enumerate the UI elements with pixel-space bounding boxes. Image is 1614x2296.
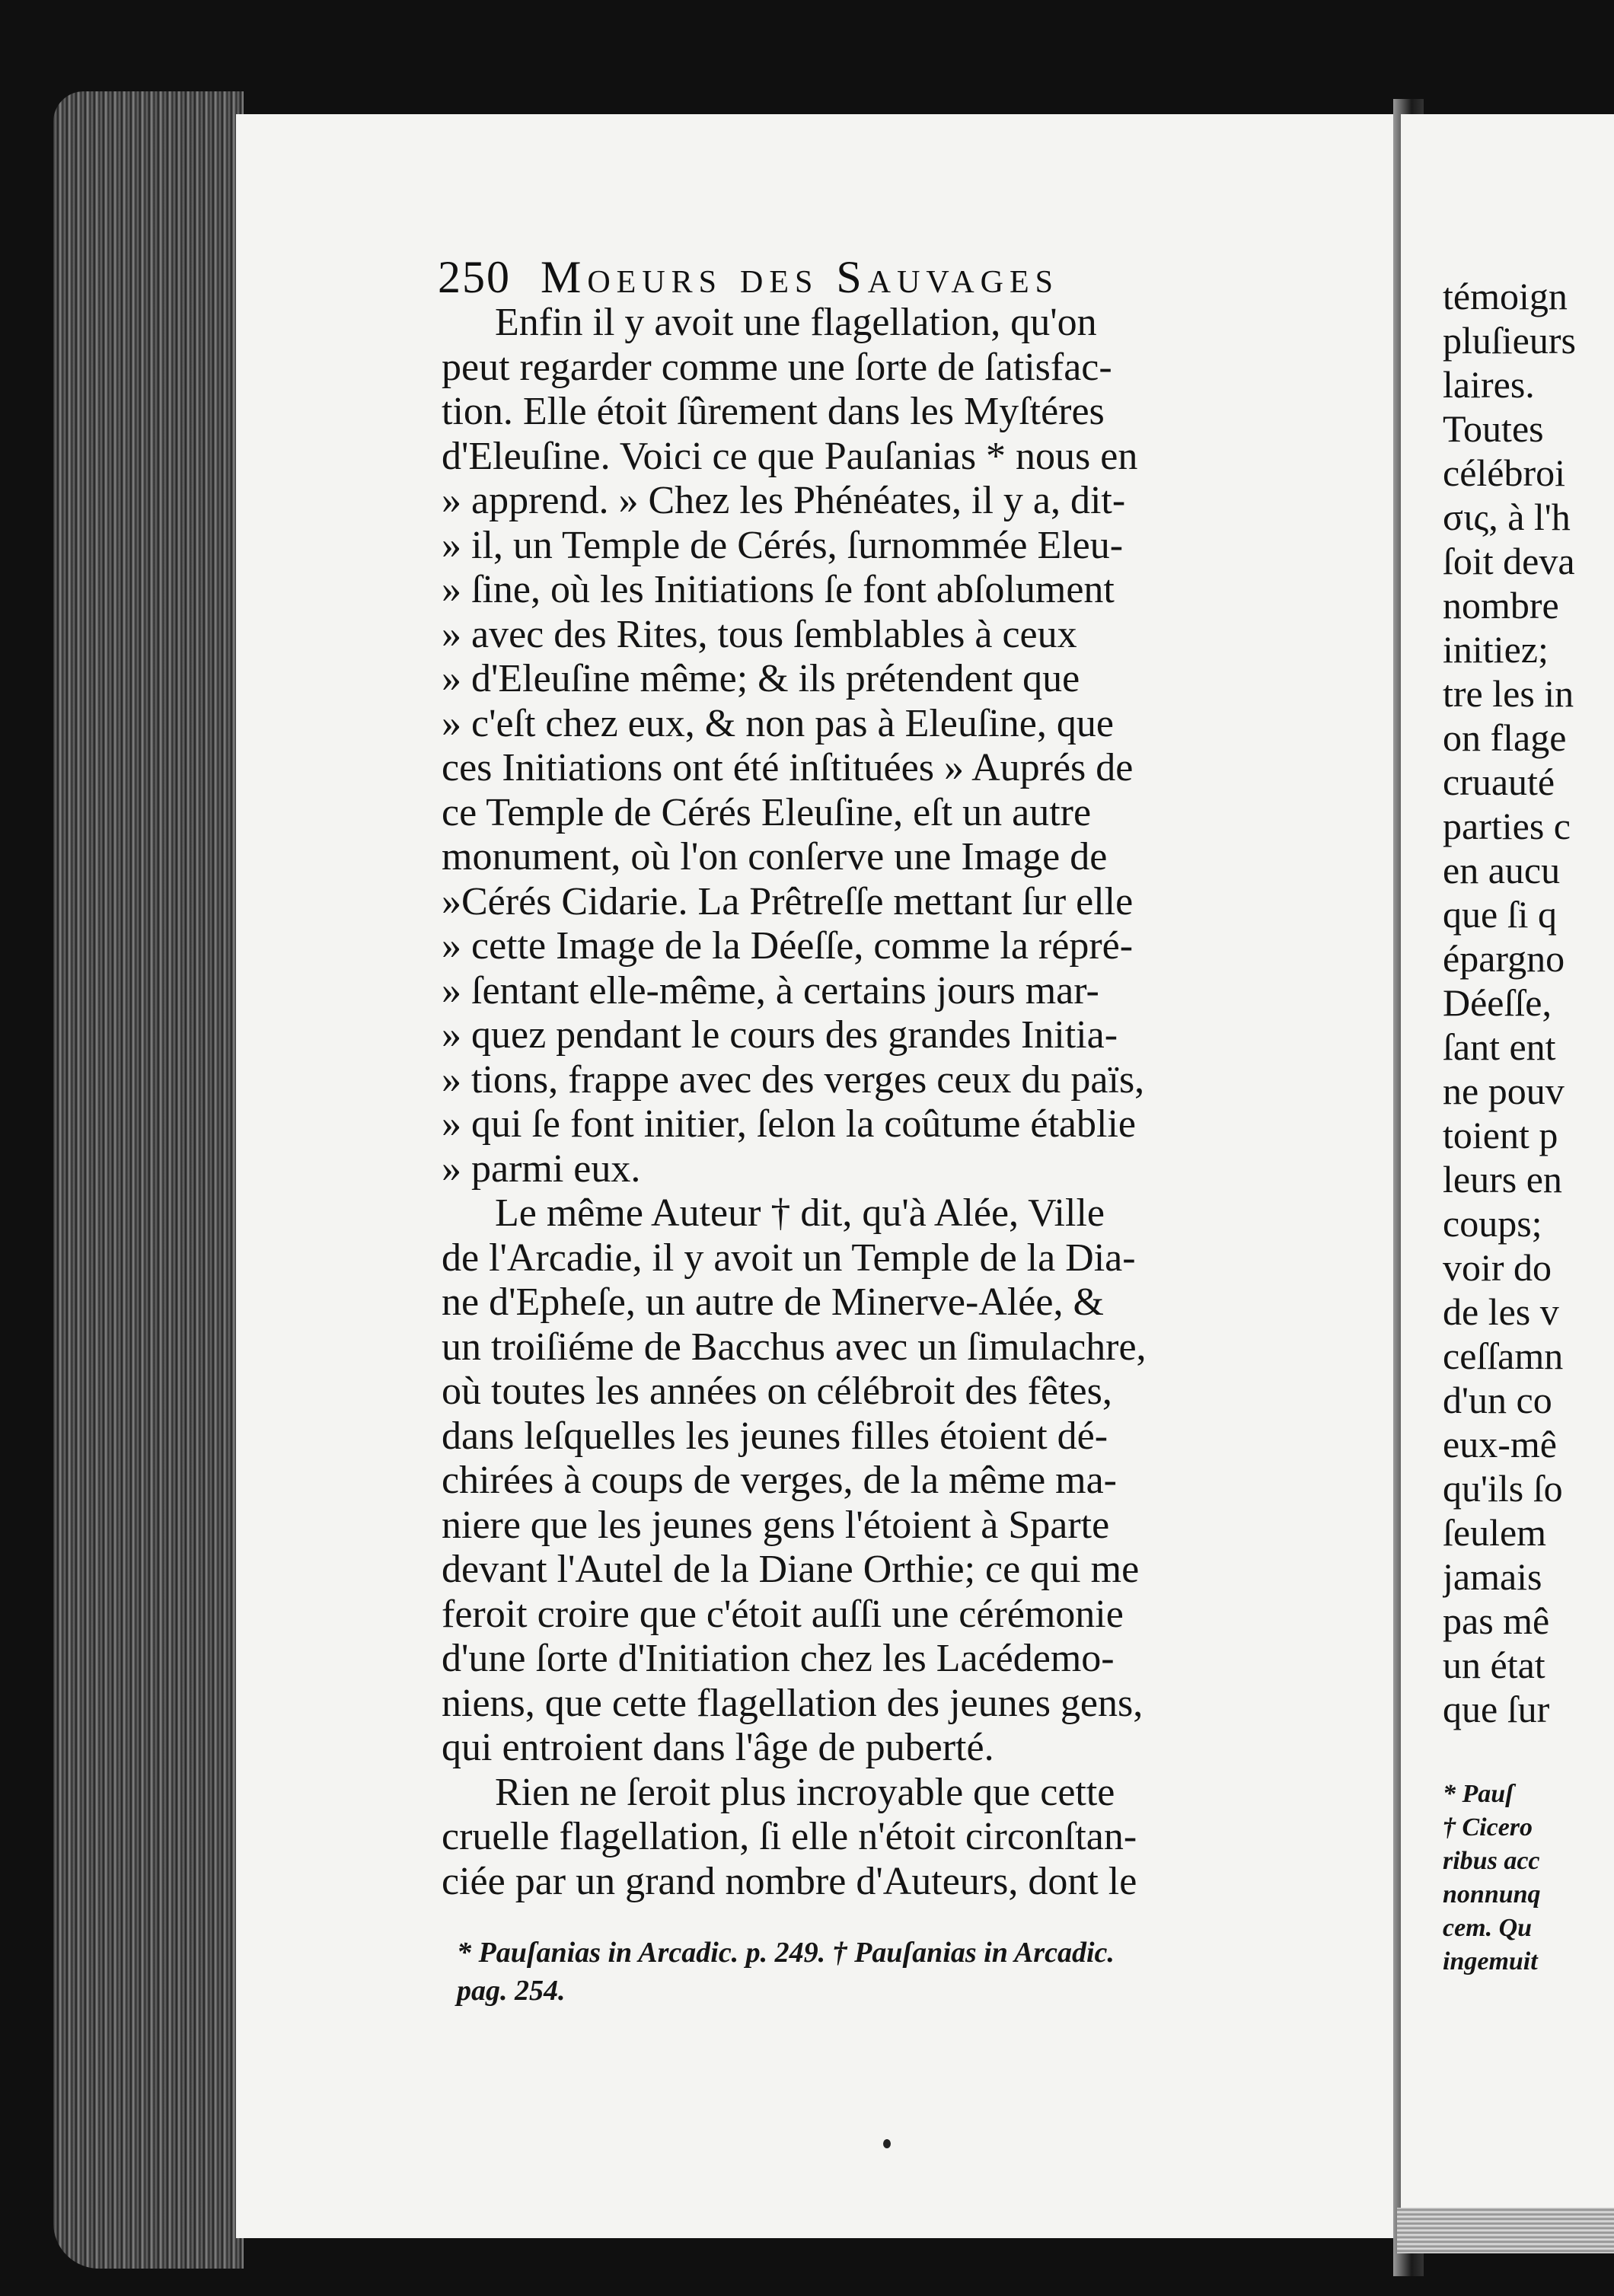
text-line: niere que les jeunes gens l'étoient à Sparte bbox=[442, 1503, 1110, 1547]
right-text-line: ceſſamn bbox=[1443, 1335, 1564, 1377]
text-line: » ſentant elle-même, à certains jours mar- bbox=[442, 968, 1099, 1012]
right-text-line: jamais bbox=[1443, 1555, 1542, 1598]
footnotes bbox=[457, 1934, 1332, 2010]
right-text-line: tre les in bbox=[1443, 672, 1574, 715]
right-text-line: épargno bbox=[1443, 937, 1565, 980]
right-text-line: laires. bbox=[1443, 363, 1535, 406]
right-note-line: cem. Qu bbox=[1443, 1914, 1533, 1942]
right-note-line: * Pauſ bbox=[1443, 1780, 1514, 1808]
text-line: monument, où l'on conſerve une Image de bbox=[442, 835, 1108, 879]
running-head bbox=[438, 251, 1351, 304]
right-note-line: ingemuit bbox=[1443, 1947, 1538, 1976]
text-line: ne d'Epheſe, un autre de Minerve-Alée, & bbox=[442, 1280, 1104, 1324]
right-text-line: cruauté bbox=[1443, 761, 1555, 803]
right-text-line: coups; bbox=[1443, 1202, 1542, 1245]
text-line: ces Initiations ont été inſtituées » Auprés de bbox=[442, 746, 1134, 789]
text-line: cruelle flagellation, ſi elle n'étoit circonſtan- bbox=[442, 1815, 1137, 1858]
running-title: Moeurs des Sauvages bbox=[541, 252, 1060, 302]
right-text-line: de les v bbox=[1443, 1290, 1559, 1333]
right-text-line: on flage bbox=[1443, 716, 1567, 759]
right-text-line: eux-mê bbox=[1443, 1423, 1557, 1465]
text-line: devant l'Autel de la Diane Orthie; ce qui me bbox=[442, 1548, 1140, 1591]
right-page-edges bbox=[1397, 2208, 1614, 2253]
text-line: » d'Eleuſine même; & ils prétendent que bbox=[442, 657, 1080, 700]
right-text-line: ne pouv bbox=[1443, 1070, 1565, 1112]
right-text-line: Déeſſe, bbox=[1443, 981, 1552, 1024]
text-line: d'Eleuſine. Voici ce que Pauſanias * nous en bbox=[442, 434, 1138, 478]
text-line: » quez pendant le cours des grandes Initia- bbox=[442, 1013, 1118, 1057]
text-line: » qui ſe font initier, ſelon la coûtume établie bbox=[442, 1102, 1136, 1146]
right-text-line: initiez; bbox=[1443, 628, 1549, 671]
text-line: un troiſiéme de Bacchus avec un ſimulachre, bbox=[442, 1325, 1147, 1369]
right-text-line: pluſieurs bbox=[1443, 319, 1576, 362]
text-line: » apprend. » Chez les Phénéates, il y a, dit- bbox=[442, 479, 1126, 522]
text-line: » il, un Temple de Cérés, ſurnommée Eleu- bbox=[442, 523, 1124, 567]
text-line: » ſine, où les Initiations ſe font abſolument bbox=[442, 568, 1115, 611]
right-note-line: ribus acc bbox=[1443, 1847, 1540, 1875]
text-line: de l'Arcadie, il y avoit un Temple de la Dia- bbox=[442, 1236, 1136, 1280]
footnote-line: pag. 254. bbox=[457, 1975, 566, 2007]
text-line: » cette Image de la Déeſſe, comme la répré- bbox=[442, 924, 1134, 968]
right-text-line: que ſur bbox=[1443, 1688, 1550, 1730]
right-text-line: en aucu bbox=[1443, 849, 1561, 891]
ink-speck bbox=[883, 2139, 891, 2148]
right-text-line: célébroi bbox=[1443, 451, 1566, 494]
right-text-line: voir do bbox=[1443, 1246, 1552, 1289]
text-line: »Cérés Cidarie. La Prêtreſſe mettant ſur elle bbox=[442, 879, 1134, 923]
right-note-line: nonnunq bbox=[1443, 1880, 1541, 1909]
main-text-block bbox=[442, 301, 1325, 1904]
right-text-line: ſant ent bbox=[1443, 1025, 1556, 1068]
text-line: » parmi eux. bbox=[442, 1146, 641, 1191]
right-text-line: témoign bbox=[1443, 275, 1568, 317]
right-text-line: σις, à l'h bbox=[1443, 496, 1571, 538]
right-note-line: † Cicero bbox=[1443, 1813, 1533, 1842]
right-text-line: pas mê bbox=[1443, 1599, 1550, 1642]
right-text-line: que ſi q bbox=[1443, 893, 1557, 936]
text-line: » c'eſt chez eux, & non pas à Eleuſine, que bbox=[442, 701, 1114, 745]
text-line: d'une ſorte d'Initiation chez les Lacédemo- bbox=[442, 1637, 1115, 1680]
text-line: niens, que cette flagellation des jeunes gens, bbox=[442, 1681, 1144, 1725]
text-line: dans leſquelles les jeunes filles étoient dé- bbox=[442, 1414, 1108, 1458]
right-text-line: ſoit deva bbox=[1443, 540, 1575, 582]
text-line: » tions, frappe avec des verges ceux du païs, bbox=[442, 1057, 1145, 1102]
right-text-line: toient p bbox=[1443, 1114, 1558, 1156]
text-line: tion. Elle étoit ſûrement dans les Myſtéres bbox=[442, 390, 1105, 433]
text-line: ciée par un grand nombre d'Auteurs, dont le bbox=[442, 1859, 1137, 1903]
right-page-text bbox=[1443, 274, 1614, 1731]
text-line: » avec des Rites, tous ſemblables à ceux bbox=[442, 612, 1077, 656]
text-line: ce Temple de Cérés Eleuſine, eſt un autre bbox=[442, 790, 1092, 834]
text-line: Enfin il y avoit une flagellation, qu'on bbox=[495, 301, 1097, 344]
right-text-line: un état bbox=[1443, 1644, 1545, 1686]
text-line: qui entroient dans l'âge de puberté. bbox=[442, 1726, 994, 1769]
right-text-line: Toutes bbox=[1443, 407, 1544, 450]
text-line: Le même Auteur † dit, qu'à Alée, Ville bbox=[495, 1191, 1105, 1235]
text-line: feroit croire que c'étoit auſſi une cérémonie bbox=[442, 1592, 1124, 1636]
page-number: 250 bbox=[438, 252, 511, 302]
text-line: chirées à coups de verges, de la même ma- bbox=[442, 1459, 1117, 1502]
right-text-line: parties c bbox=[1443, 805, 1571, 847]
text-line: où toutes les années on célébroit des fêtes, bbox=[442, 1370, 1112, 1413]
right-text-line: qu'ils ſo bbox=[1443, 1467, 1563, 1510]
right-page-notes bbox=[1443, 1778, 1614, 1979]
book-page-edges bbox=[53, 91, 244, 2269]
text-line: Rien ne ſeroit plus incroyable que cette bbox=[495, 1770, 1115, 1814]
text-line: peut regarder comme une ſorte de ſatisfac- bbox=[442, 345, 1112, 389]
right-text-line: d'un co bbox=[1443, 1379, 1552, 1421]
right-text-line: ſeulem bbox=[1443, 1511, 1547, 1554]
right-text-line: leurs en bbox=[1443, 1158, 1562, 1201]
right-text-line: nombre bbox=[1443, 584, 1559, 627]
footnote-line: * Pauſanias in Arcadic. p. 249. † Pauſanias in Arcadic. bbox=[457, 1937, 1115, 1969]
